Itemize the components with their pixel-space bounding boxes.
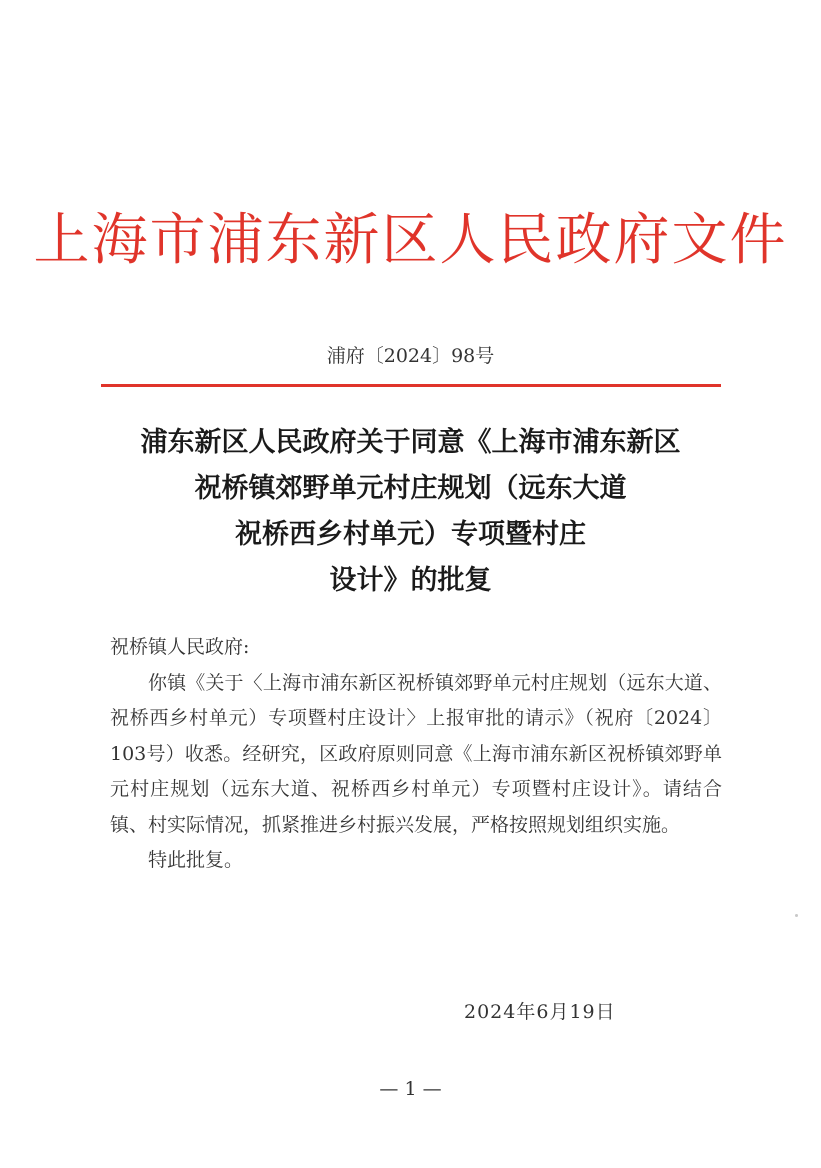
document-body bbox=[110, 630, 722, 879]
title-line: 祝桥西乡村单元）专项暨村庄 bbox=[235, 519, 586, 550]
issue-date: 2024年6月19日 bbox=[464, 1001, 616, 1023]
page-number: — 1 — bbox=[379, 1078, 442, 1100]
red-separator-line bbox=[101, 384, 721, 387]
scan-speck bbox=[795, 914, 798, 917]
document-number: 浦府〔2024〕98号 bbox=[326, 345, 495, 367]
document-title bbox=[80, 420, 741, 604]
closing-statement: 特此批复。 bbox=[148, 849, 244, 871]
title-line: 浦东新区人民政府关于同意《上海市浦东新区 bbox=[140, 427, 681, 458]
addressee: 祝桥镇人民政府: bbox=[110, 636, 250, 658]
masthead-title: 上海市浦东新区人民政府文件 bbox=[33, 208, 788, 273]
title-line: 祝桥镇郊野单元村庄规划（远东大道 bbox=[194, 473, 627, 504]
title-line: 设计》的批复 bbox=[329, 565, 492, 596]
body-paragraph: 你镇《关于〈上海市浦东新区祝桥镇郊野单元村庄规划（远东大道、祝桥西乡村单元）专项暨村庄设计〉上报审批的请示》（祝府〔2024〕103号）收悉。经研究，区政府原则同意《上海市浦东新区祝桥镇郊野单元村庄规划（远东大道、祝桥西乡村单元）专项暨村庄设计》。请结合镇、村实际情况，抓紧推进乡村振兴发展，严格按照规划组织实施。 bbox=[110, 671, 722, 836]
